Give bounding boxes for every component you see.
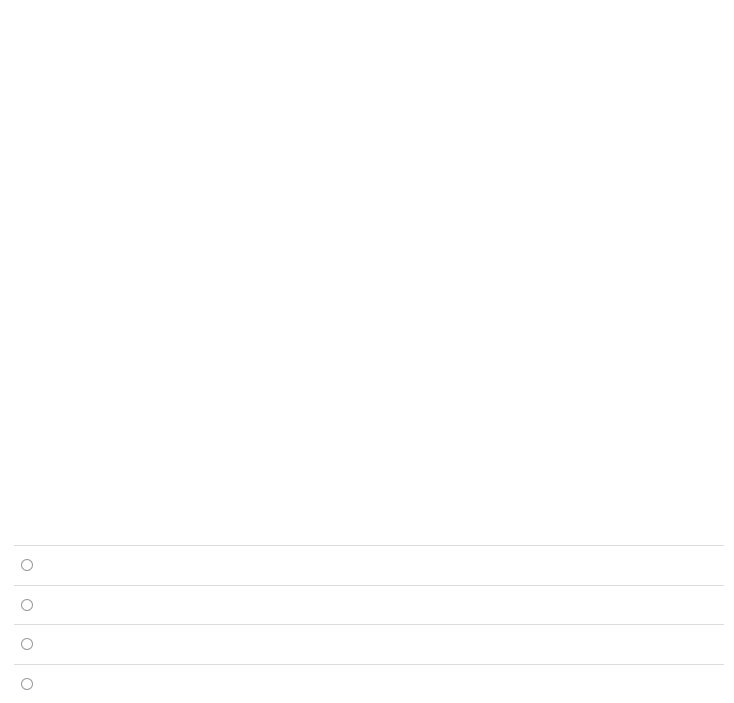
option-d[interactable] [14,664,724,703]
answer-options [14,545,724,703]
option-b[interactable] [14,585,724,625]
radio-button[interactable] [21,559,33,571]
radio-button[interactable] [21,638,33,650]
radio-button[interactable] [21,678,33,690]
figure [0,0,360,350]
radio-button[interactable] [21,599,33,611]
option-a[interactable] [14,545,724,585]
option-c[interactable] [14,624,724,664]
